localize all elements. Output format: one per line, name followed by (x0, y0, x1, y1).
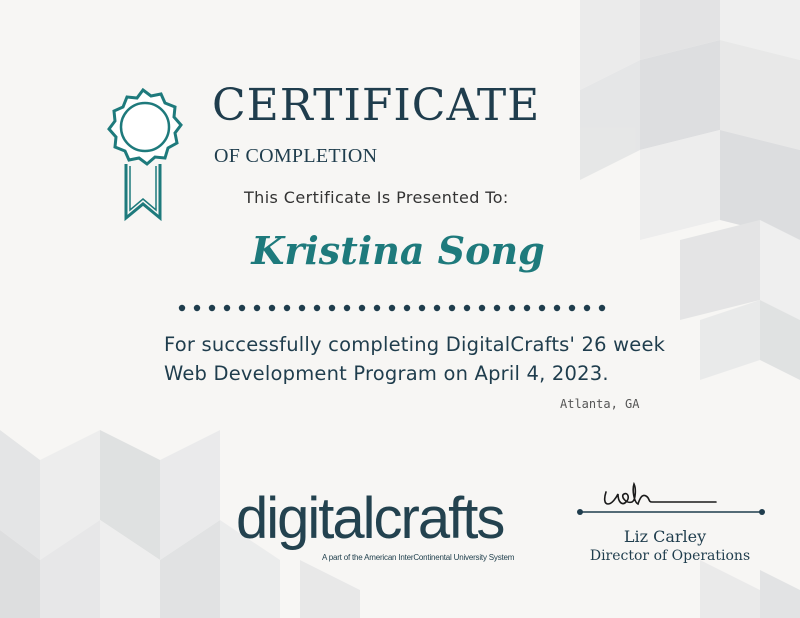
presented-to-label: This Certificate Is Presented To: (244, 188, 509, 207)
certificate-location: Atlanta, GA (560, 397, 640, 411)
recipient-name: Kristina Song (251, 228, 545, 273)
digitalcrafts-logo (236, 486, 556, 570)
logo-tagline: A part of the American InterContinental University System (322, 553, 515, 562)
certificate-subtitle: OF COMPLETION (214, 145, 378, 167)
certificate-title: CERTIFICATE (212, 80, 541, 131)
signatory-role: Director of Operations (589, 548, 751, 564)
dotted-divider (176, 302, 612, 314)
completion-description: For successfully completing DigitalCrafts' 26 week Web Development Program on April 4, 2023. (164, 333, 666, 385)
award-ribbon-icon (98, 86, 188, 226)
signatory-name: Liz Carley (623, 527, 707, 546)
logo-wordmark: digitalcrafts (236, 486, 504, 551)
signature-mark (576, 478, 766, 520)
recipient-name-row (0, 228, 800, 273)
